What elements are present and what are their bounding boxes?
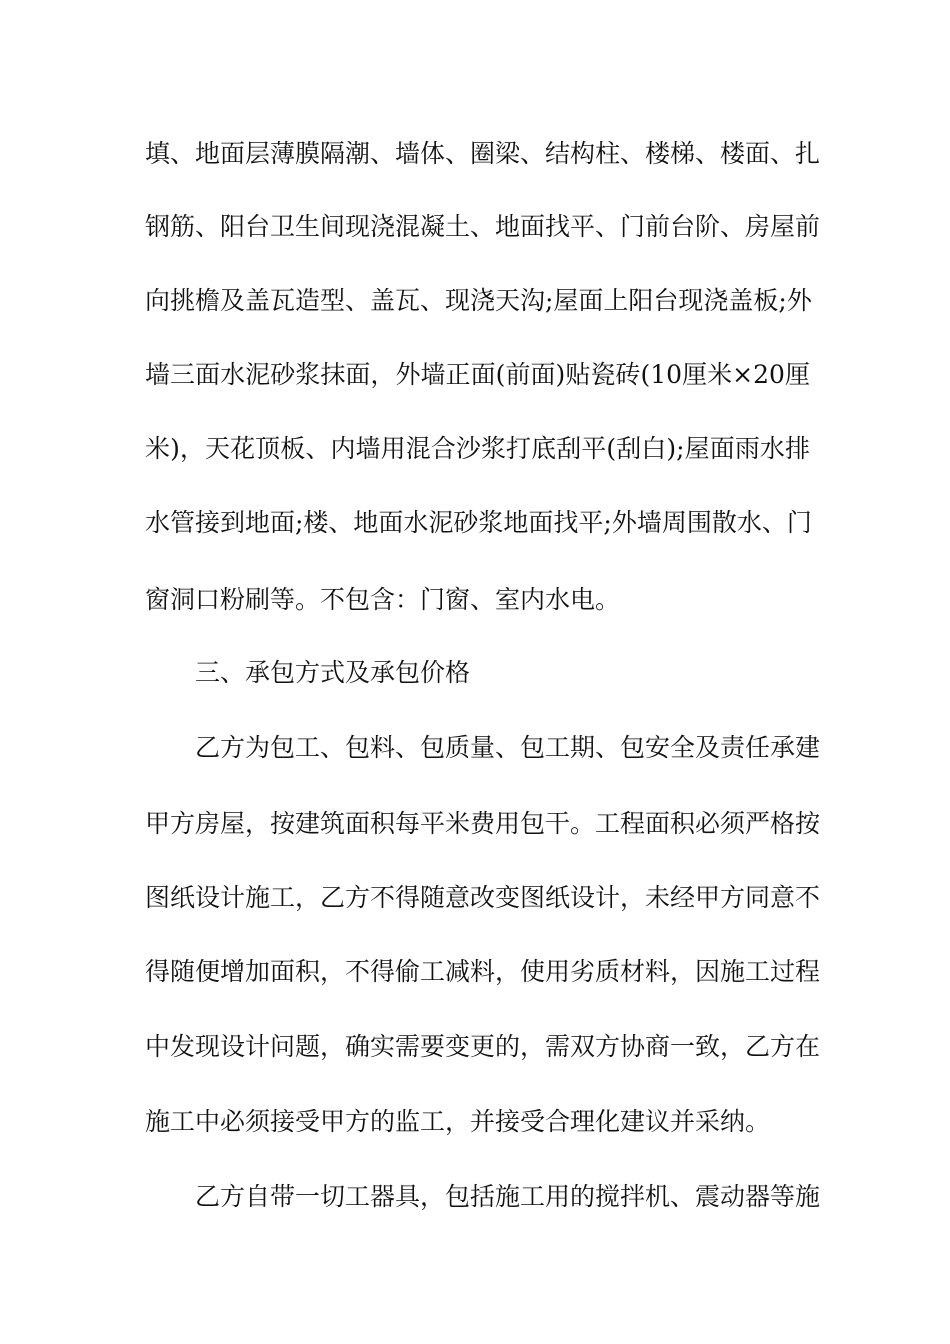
text-line-10: 甲方房屋，按建筑面积每平米费用包干。工程面积必须严格按 (145, 809, 821, 838)
text-line-6: 水管接到地面;楼、地面水泥砂浆地面找平;外墙周围散水、门 (145, 508, 812, 537)
text-line-14: 施工中必须接受甲方的监工，并接受合理化建议并采纳。 (145, 1107, 771, 1136)
text-line-9: 乙方为包工、包料、包质量、包工期、包安全及责任承建 (195, 733, 821, 762)
text-line-13: 中发现设计问题，确实需要变更的，需双方协商一致，乙方在 (145, 1032, 821, 1061)
text-line-7: 窗洞口粉刷等。不包含：门窗、室内水电。 (145, 585, 621, 614)
text-line-15: 乙方自带一切工器具，包括施工用的搅拌机、震动器等施 (195, 1182, 821, 1211)
section-heading: 三、承包方式及承包价格 (195, 658, 471, 687)
text-line-4: 墙三面水泥砂浆抹面，外墙正面(前面)贴瓷砖(10厘米×20厘 (145, 360, 810, 389)
text-line-12: 得随便增加面积，不得偷工减料，使用劣质材料，因施工过程 (145, 957, 821, 986)
text-line-1: 填、地面层薄膜隔潮、墙体、圈梁、结构柱、楼梯、楼面、扎 (145, 139, 821, 168)
text-line-2: 钢筋、阳台卫生间现浇混凝土、地面找平、门前台阶、房屋前 (145, 212, 821, 241)
text-line-11: 图纸设计施工，乙方不得随意改变图纸设计，未经甲方同意不 (145, 883, 821, 912)
text-line-5: 米)，天花顶板、内墙用混合沙浆打底刮平(刮白);屋面雨水排 (145, 434, 810, 463)
text-line-3: 向挑檐及盖瓦造型、盖瓦、现浇天沟;屋面上阳台现浇盖板;外 (145, 286, 812, 315)
